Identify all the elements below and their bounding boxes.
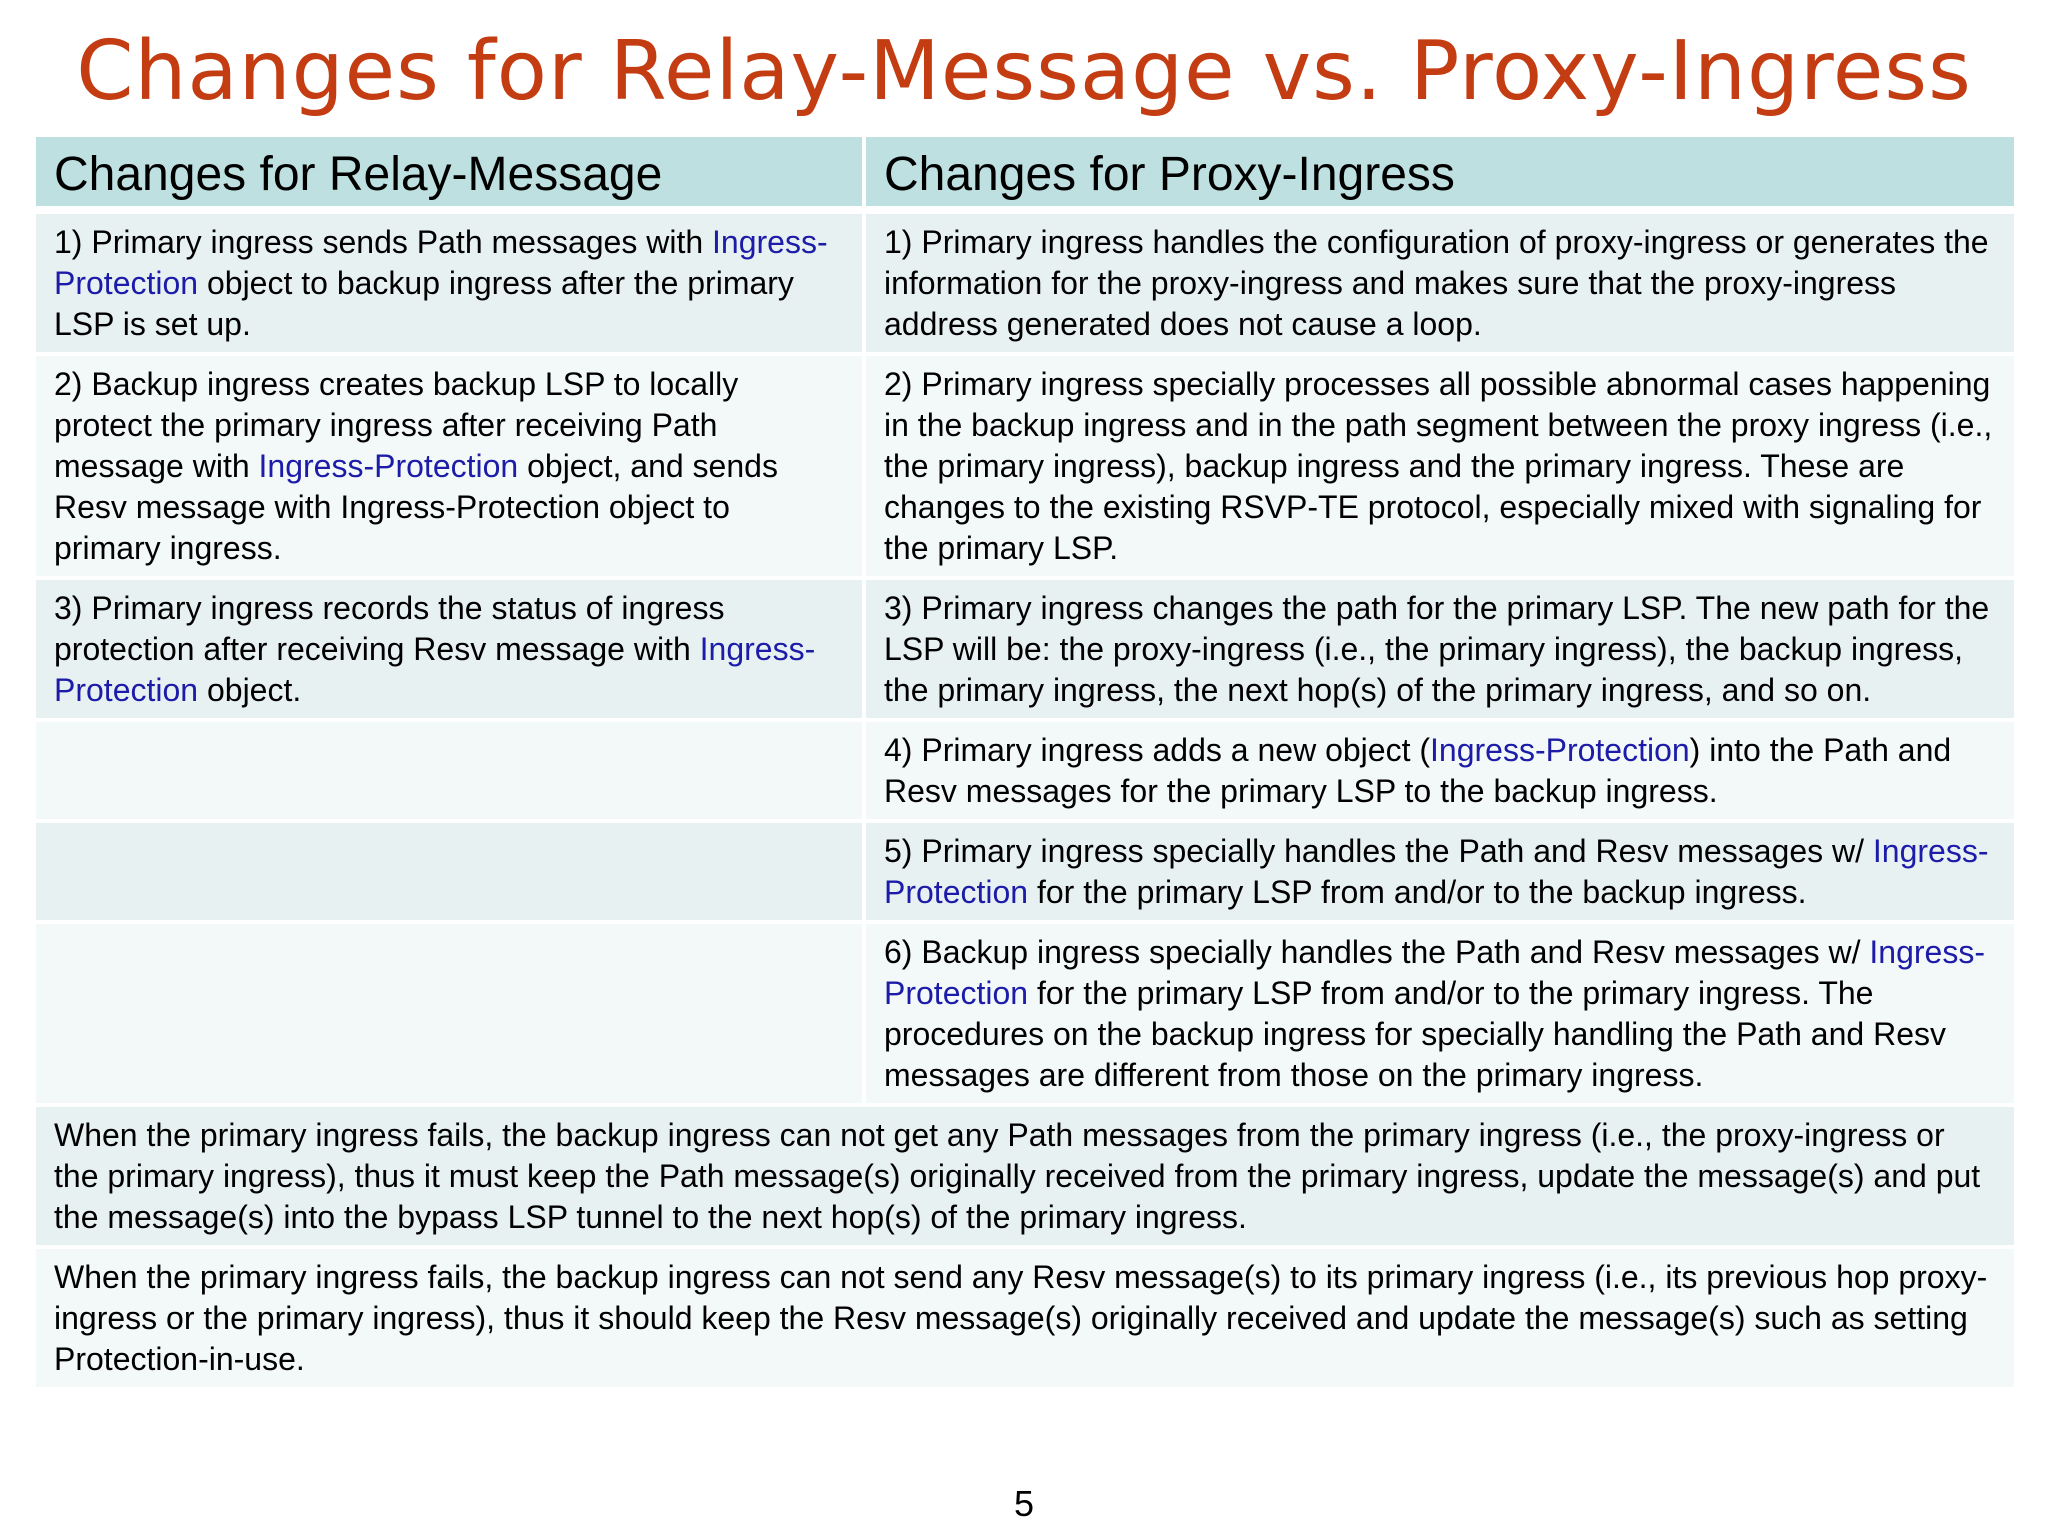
table-row	[36, 924, 2014, 1107]
proxy-cell	[866, 823, 2014, 924]
text-segment: 1) Primary ingress handles the configuration of proxy-ingress or generates the information for the proxy-ingress and makes sure that the proxy-ingress address generated does not cause a loop.	[884, 224, 1989, 342]
text-segment: 4) Primary ingress adds a new object (	[884, 732, 1430, 768]
text-segment: 1) Primary ingress sends Path messages with	[54, 224, 713, 260]
failure-path-note: When the primary ingress fails, the backup ingress can not get any Path messages from the primary ingress (i.e., the proxy-ingress or the primary ingress), thus it must keep the Path message(s) originally received from the primary ingress, update the message(s) and put the message(s) into the bypass LSP tunnel to the next hop(s) of the primary ingress.	[36, 1107, 2014, 1249]
table-row	[36, 722, 2014, 823]
text-segment: 5) Primary ingress specially handles the Path and Resv messages w/	[884, 833, 1873, 869]
relay-cell-empty	[36, 722, 866, 823]
highlight-term: Ingress-Protection	[1430, 732, 1690, 768]
highlight-term: Ingress-Protection	[54, 631, 816, 708]
slide-title: Changes for Relay-Message vs. Proxy-Ingress	[76, 24, 1972, 119]
text-segment: for the primary LSP from and/or to the primary ingress. The procedures on the backup ingress for specially handling the Path and Resv messages are different from those on the primary ingress.	[884, 975, 1946, 1093]
text-segment: object.	[198, 672, 302, 708]
table-row	[36, 214, 2014, 356]
text-segment: object, and sends Resv message with Ingress-Protection object to primary ingress.	[54, 448, 778, 566]
text-segment: 3) Primary ingress records the status of ingress protection after receiving Resv message with	[54, 590, 725, 667]
text-segment: 6) Backup ingress specially handles the Path and Resv messages w/	[884, 934, 1870, 970]
highlight-term: Ingress-Protection	[884, 833, 1989, 910]
relay-cell	[36, 356, 866, 580]
highlight-term: Ingress-Protection	[884, 934, 1985, 1011]
relay-cell-empty	[36, 924, 866, 1107]
failure-resv-note: When the primary ingress fails, the backup ingress can not send any Resv message(s) to its primary ingress (i.e., its previous hop proxy-ingress or the primary ingress), thus it should keep the Resv message(s) originally received and update the message(s) such as setting Protection-in-use.	[36, 1249, 2014, 1391]
text-segment: object to backup ingress after the primary LSP is set up.	[54, 265, 794, 342]
highlight-term: Ingress-Protection	[258, 448, 519, 484]
table-row	[36, 580, 2014, 722]
relay-cell	[36, 214, 866, 356]
proxy-cell	[866, 580, 2014, 722]
proxy-cell	[866, 356, 2014, 580]
highlight-term: Ingress-Protection	[54, 224, 828, 301]
text-segment: ) into the Path and Resv messages for the primary LSP to the backup ingress.	[884, 732, 1952, 809]
text-segment: 2) Backup ingress creates backup LSP to locally protect the primary ingress after receiving Path message with	[54, 366, 739, 484]
table-row	[36, 356, 2014, 580]
relay-cell-empty	[36, 823, 866, 924]
relay-cell	[36, 580, 866, 722]
header-relay-message: Changes for Relay-Message	[36, 137, 866, 214]
table-row	[36, 823, 2014, 924]
proxy-cell	[866, 924, 2014, 1107]
text-segment: for the primary LSP from and/or to the backup ingress.	[1028, 874, 1807, 910]
header-proxy-ingress: Changes for Proxy-Ingress	[866, 137, 2014, 214]
text-segment: 2) Primary ingress specially processes all possible abnormal cases happening in the backup ingress and in the path segment between the proxy ingress (i.e., the primary ingress), backup ingress and the primary ingress. These are changes to the existing RSVP-TE protocol, especially mixed with signaling for the primary LSP.	[884, 366, 1993, 566]
comparison-table-container	[36, 137, 2014, 1391]
table-header-row	[36, 137, 2014, 214]
comparison-table	[36, 137, 2014, 1391]
table-row-full	[36, 1249, 2014, 1391]
text-segment: 3) Primary ingress changes the path for the primary LSP. The new path for the LSP will be: the proxy-ingress (i.e., the primary ingress), the backup ingress, the primary ingress, the next hop(s) of the primary ingress, and so on.	[884, 590, 1990, 708]
proxy-cell	[866, 722, 2014, 823]
page-number: 5	[1013, 1483, 1035, 1524]
proxy-cell	[866, 214, 2014, 356]
table-row-full	[36, 1107, 2014, 1249]
